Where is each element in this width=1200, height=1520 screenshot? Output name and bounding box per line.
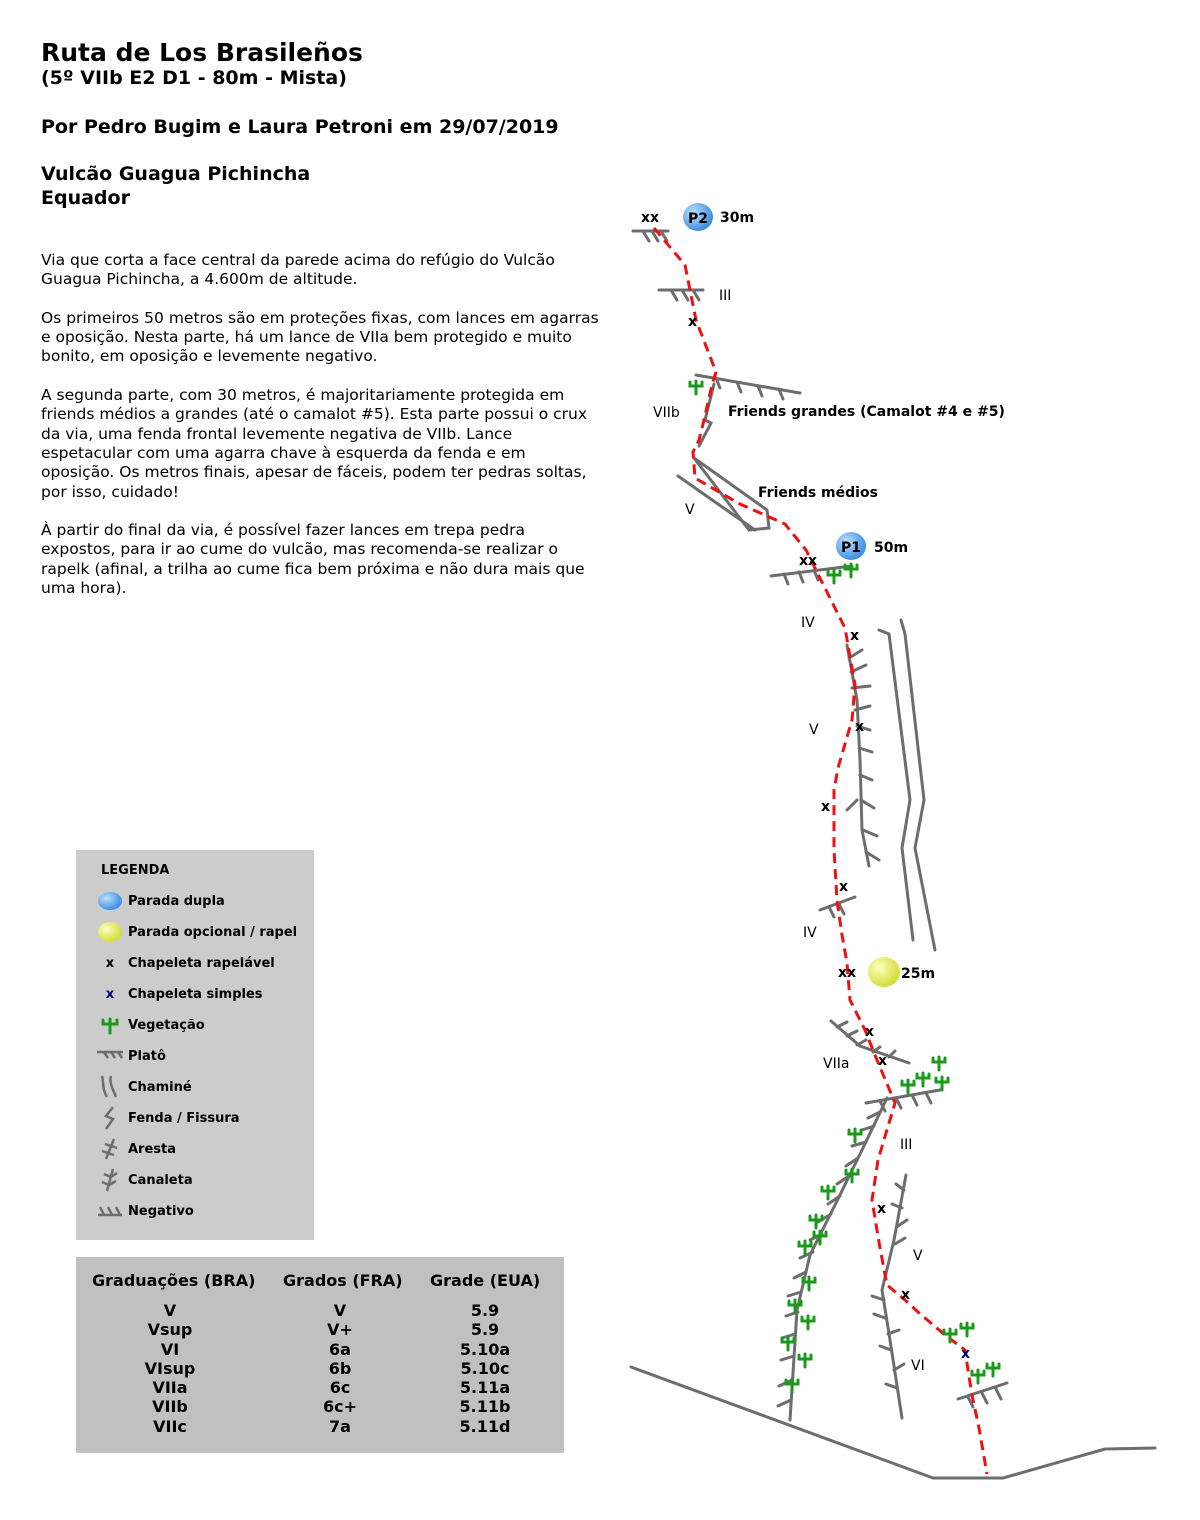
vegetation-icon [810, 1215, 822, 1228]
description-paragraph: À partir do final da via, é possível fazer lances em trepa pedra expostos, para ir ao cume do vulcão, mas recomenda-se realizar o rapelk (afinal, a trilha ao cume fica bem próxima e não dura mais que uma hora). [41, 521, 585, 598]
station-bolts: xx [799, 553, 818, 569]
grade-cell: VIIb [152, 1397, 188, 1417]
grade-cell: VIIa [152, 1378, 188, 1398]
pitch-grade: VI [911, 1358, 925, 1374]
vegetation-icon [936, 1077, 948, 1090]
pitch-grade: IV [803, 925, 817, 941]
station-name: P1 [840, 540, 862, 556]
pitch-grade: VIIa [823, 1056, 850, 1072]
legend-label: Chaminé [128, 1079, 192, 1095]
vegetation-icon [849, 1129, 861, 1142]
station-distance: 30m [720, 210, 755, 226]
grade-cell: 5.11a [459, 1378, 511, 1398]
legend-label: Vegetação [128, 1017, 205, 1033]
grade-cell: 5.9 [470, 1301, 500, 1320]
station-distance: 50m [874, 540, 909, 556]
station-p2 [641, 203, 754, 231]
ledge-iii-lower [866, 1090, 940, 1111]
description-paragraph: A segunda parte, com 30 metros, é majoritariamente protegida em friends médios a grandes (até o camalot #5). Esta parte possui o crux da via, uma fenda frontal levemente negativa de VIIb. Lance espetacular com uma agarra chave à esquerda da fenda e em oposição. Os metros finais, apesar de fáceis, podem ter pedras soltas, por isso, cuidado! [41, 386, 588, 501]
vegetation-icon [933, 1057, 945, 1070]
rappel-bolt-icon: x [877, 1201, 887, 1217]
pitch-grade: V [913, 1248, 923, 1264]
description-paragraph: Os primeiros 50 metros são em proteções fixas, com lances em agarras e oposição. Nesta parte, há um lance de VIIa bem protegido e muito bonito, em oposição e levemente negativo. [41, 308, 599, 366]
vegetation-icon [961, 1323, 973, 1336]
grade-cell: 7a [329, 1416, 351, 1436]
grade-cell: 6c [329, 1378, 351, 1398]
note-medium-friends: Friends médios [758, 485, 878, 501]
route-subtitle: (5º VIIb E2 D1 - 80m - Mista) [41, 67, 347, 89]
legend-label: Canaleta [128, 1172, 193, 1188]
grade-cell: 5.9 [470, 1320, 500, 1340]
station-optional [838, 957, 935, 987]
pitch-grade: III [900, 1137, 913, 1153]
vegetation-icon [987, 1363, 999, 1376]
dihedral-left [879, 620, 935, 950]
rappel-bolt-icon: x [839, 879, 849, 895]
grade-cell: 5.11b [459, 1397, 511, 1417]
rappel-bolt-icon: x [855, 719, 865, 735]
pitch-grade: V [809, 722, 819, 738]
station-p1 [799, 532, 908, 569]
legend-label: Fenda / Fissura [128, 1110, 240, 1126]
grade-cell: 6b [328, 1358, 352, 1378]
rappel-bolt-icon: x [850, 628, 860, 644]
pitch-grade: VIIb [653, 405, 680, 421]
station-distance: 25m [901, 966, 936, 982]
vegetation-icon [822, 1186, 834, 1199]
rappel-bolt-icon: x [901, 1287, 911, 1303]
gully-lower-left [778, 1098, 887, 1420]
grade-cell: 6a [329, 1339, 351, 1359]
grade-cell: VI [160, 1339, 180, 1359]
route-country: Equador [41, 187, 130, 209]
grades-header-bra: Graduações (BRA) [92, 1271, 256, 1290]
route-title: Ruta de Los Brasileños [41, 38, 363, 67]
ledge-iii [659, 290, 703, 300]
grades-header-fra: Grados (FRA) [283, 1271, 403, 1290]
vegetation-icon [802, 1316, 814, 1329]
legend-label: Aresta [128, 1141, 177, 1157]
optional-anchor-icon [868, 957, 900, 987]
route-authors: Por Pedro Bugim e Laura Petroni em 29/07/2019 [41, 116, 559, 138]
ledge-bottom-right [958, 1383, 1007, 1407]
grade-cell: VIsup [144, 1358, 196, 1378]
rappel-bolt-icon: x [865, 1024, 875, 1040]
legend-label: Parada dupla [128, 893, 225, 909]
station-name: P2 [687, 211, 709, 227]
legend-label: Parada opcional / rapel [128, 924, 298, 940]
vegetation-icon [917, 1073, 929, 1086]
legend-label: Chapeleta simples [128, 986, 263, 1002]
ground-line [631, 1367, 1155, 1478]
grade-cell: 5.10c [460, 1358, 510, 1378]
legend-label: Negativo [128, 1203, 194, 1219]
vegetation-icon [690, 381, 702, 394]
vegetation-icon [799, 1354, 811, 1367]
grade-cell: 6c+ [322, 1397, 358, 1417]
rappel-bolt-icon: x [105, 955, 115, 971]
pitch-grade: III [719, 288, 732, 304]
vegetation-icon [799, 1241, 811, 1254]
grade-cell: V [333, 1301, 347, 1320]
arete-upper [847, 645, 879, 866]
pitch-grade: V [685, 502, 695, 518]
grades-header-eua: Grade (EUA) [430, 1271, 541, 1290]
legend-title: LEGENDA [101, 863, 170, 878]
note-large-friends: Friends grandes (Camalot #4 e #5) [728, 404, 1005, 420]
vegetation-icon [972, 1370, 984, 1383]
vegetation-icon [828, 570, 840, 583]
grade-cell: Vsup [147, 1320, 193, 1340]
rappel-bolt-icon: x [688, 314, 698, 330]
grade-cell: VIIc [153, 1416, 187, 1436]
grade-cell: V [163, 1301, 177, 1320]
simple-bolt-icon: x [961, 1346, 971, 1362]
legend-label: Chapeleta rapelável [128, 955, 275, 971]
station-bolts: xx [641, 210, 660, 226]
grade-cell: V+ [327, 1320, 353, 1340]
station-bolts: xx [838, 965, 857, 981]
rappel-bolt-icon: x [878, 1053, 888, 1069]
grade-cell: 5.10a [459, 1339, 511, 1359]
simple-bolt-icon: x [105, 986, 115, 1002]
rappel-bolt-icon: x [821, 799, 831, 815]
route-place: Vulcão Guagua Pichincha [41, 163, 311, 185]
ledge-top [633, 231, 668, 241]
grade-cell: 5.11d [459, 1416, 511, 1436]
description-paragraph: Via que corta a face central da parede acima do refúgio do Vulcão Guagua Pichincha, a 4.600m de altitude. [41, 251, 555, 289]
chimney-friends-medium [678, 458, 769, 530]
vegetation-icon [902, 1080, 914, 1093]
pitch-grade: IV [801, 615, 815, 631]
legend-label: Platô [128, 1048, 166, 1064]
